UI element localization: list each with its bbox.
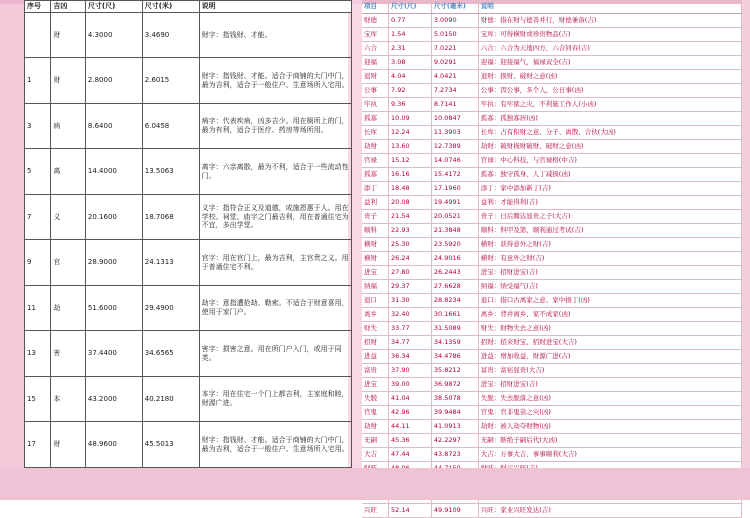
right-cell-desc: 劫财：破财损财破财、破财之意(凶) xyxy=(478,140,741,154)
right-cell-item: 招财 xyxy=(362,336,389,350)
right-cell-chi: 27.80 xyxy=(389,266,432,280)
left-cell-meter: 45.5013 xyxy=(142,422,199,468)
right-cell-item: 富贵 xyxy=(362,364,389,378)
left-cell-luck: 官 xyxy=(51,240,86,286)
table-row xyxy=(362,378,742,392)
right-cell-item: 进益 xyxy=(362,350,389,364)
left-cell-note: 本字：用在住宅一个门上都吉利，主家庭和睦，财源广进。 xyxy=(199,376,351,422)
right-cell-item: 宝库 xyxy=(362,28,389,42)
right-cell-desc: 进宝：招财进宝(吉) xyxy=(478,266,741,280)
left-cell-note: 劫字：意指遭抢劫、勒索。不适合于财意喜用，使用于家门户。 xyxy=(199,285,351,331)
left-cell-note: 财字：指钱财、才能。适合于商铺的大门中门，最为吉利，适合于一般住户、生意场所入宅用。 xyxy=(199,58,351,104)
left-cell-chi: 43.2000 xyxy=(85,376,142,422)
left-cell-luck: 财 xyxy=(51,422,86,468)
table-row xyxy=(25,331,352,377)
right-cell-chi: 20.08 xyxy=(389,196,432,210)
right-cell-mm: 10.0847 xyxy=(431,112,478,126)
left-cell-luck: 财 xyxy=(51,12,86,58)
right-cell-desc: 招财：招来财宝、招财进宝(大吉) xyxy=(478,336,741,350)
table-row xyxy=(362,224,742,238)
right-cell-desc: 富贵：富裕显贵(大吉) xyxy=(478,364,741,378)
left-cell-meter: 2.6015 xyxy=(142,58,199,104)
right-cell-desc: 横财：获得意外之财(吉) xyxy=(478,238,741,252)
right-cell-desc: 孤寡：独守孤身、人丁减损(凶) xyxy=(478,168,741,182)
page-bottom-margin xyxy=(0,468,750,500)
right-cell-chi: 18.48 xyxy=(389,182,432,196)
table-row xyxy=(362,14,742,28)
right-cell-mm: 7.2734 xyxy=(431,84,478,98)
left-cell-chi: 48.9600 xyxy=(85,422,142,468)
right-cell-desc: 益利：才能得利(吉) xyxy=(478,196,741,210)
right-cell-chi: 16.16 xyxy=(389,168,432,182)
left-cell-meter: 29.4900 xyxy=(142,285,199,331)
left-cell-luck: 财 xyxy=(51,58,86,104)
right-cell-desc: 进宝：招财进宝(吉) xyxy=(478,378,741,392)
left-cell-no xyxy=(25,12,51,58)
table-row xyxy=(25,149,352,195)
right-cell-mm: 9.0291 xyxy=(431,56,478,70)
table-row xyxy=(362,196,742,210)
right-cell-chi: 29.37 xyxy=(389,280,432,294)
right-cell-mm: 43.8723 xyxy=(431,448,478,462)
left-cell-note: 病字：代表疾病，凶多吉少。用在厕所上的门，最为有利，适合于医疗、药房等场所用。 xyxy=(199,103,351,149)
left-cell-luck: 义 xyxy=(51,194,86,240)
left-cell-no: 13 xyxy=(25,331,51,377)
right-cell-item: 孤寡 xyxy=(362,112,389,126)
table-row xyxy=(362,364,742,378)
right-cell-chi: 33.77 xyxy=(389,322,432,336)
right-cell-item: 退口 xyxy=(362,294,389,308)
right-cell-chi: 12.24 xyxy=(389,126,432,140)
right-cell-item: 迎福 xyxy=(362,56,389,70)
left-cell-no: 9 xyxy=(25,240,51,286)
left-table-header-row xyxy=(25,1,352,13)
left-cell-luck: 劫 xyxy=(51,285,86,331)
table-row xyxy=(362,448,742,462)
right-cell-mm: 4.0421 xyxy=(431,70,478,84)
right-cell-mm: 27.6628 xyxy=(431,280,478,294)
right-header-chi: 尺寸(尺) xyxy=(389,0,432,14)
right-cell-mm: 8.7141 xyxy=(431,98,478,112)
right-cell-chi: 41.04 xyxy=(389,392,432,406)
left-cell-no: 1 xyxy=(25,58,51,104)
right-cell-chi: 34.77 xyxy=(389,336,432,350)
table-row xyxy=(25,285,352,331)
right-cell-mm: 34.4786 xyxy=(431,350,478,364)
table-row xyxy=(362,420,742,434)
left-cell-note: 官字：用在官门上，最为吉利，主官贵之义。用于普通住宅不利。 xyxy=(199,240,351,286)
right-cell-desc: 公事：因公事，多个人，公日事(凶) xyxy=(478,84,741,98)
table-row xyxy=(362,168,742,182)
right-cell-desc: 添丁：家中添加新丁(吉) xyxy=(478,182,741,196)
left-cell-no: 7 xyxy=(25,194,51,240)
right-cell-mm: 17.1960 xyxy=(431,182,478,196)
right-cell-mm: 14.0746 xyxy=(431,154,478,168)
left-cell-chi: 4.3000 xyxy=(85,12,142,58)
right-cell-item: 劫财 xyxy=(362,420,389,434)
right-cell-desc: 兴旺：家业兴旺发达(吉) xyxy=(478,504,741,518)
left-cell-note: 义字：指符合正义及道德，或施恩惠于人。用在学校、祠堂、庙宇之门最吉利，用在普通住宅为不宜，多出学堂。 xyxy=(199,194,351,240)
right-cell-item: 孤寡 xyxy=(362,168,389,182)
left-header-chi: 尺寸(尺) xyxy=(85,1,142,13)
left-cell-meter: 18.7068 xyxy=(142,194,199,240)
right-cell-desc: 官禄：中心科技，与官禄格(中吉) xyxy=(478,154,741,168)
left-cell-chi: 28.9000 xyxy=(85,240,142,286)
table-row xyxy=(362,392,742,406)
left-cell-meter: 34.6565 xyxy=(142,331,199,377)
right-cell-chi: 32.40 xyxy=(389,308,432,322)
right-cell-chi: 52.14 xyxy=(389,504,432,518)
right-cell-item: 益利 xyxy=(362,196,389,210)
right-cell-chi: 39.00 xyxy=(389,378,432,392)
right-cell-chi: 1.54 xyxy=(389,28,432,42)
left-cell-note: 财字：指钱财、才能。 xyxy=(199,12,351,58)
table-row xyxy=(362,280,742,294)
right-cell-desc: 财德：指在财与德善并行，财德兼备(吉) xyxy=(478,14,741,28)
right-cell-mm: 34.1359 xyxy=(431,336,478,350)
left-cell-meter: 24.1313 xyxy=(142,240,199,286)
table-row xyxy=(362,112,742,126)
table-row xyxy=(362,406,742,420)
right-cell-desc: 横财：有意外之财(吉) xyxy=(478,252,741,266)
left-cell-no: 11 xyxy=(25,285,51,331)
right-cell-desc: 财失：财物失去之意(凶) xyxy=(478,322,741,336)
right-cell-chi: 31.30 xyxy=(389,294,432,308)
right-cell-desc: 退财：损财、破财之意(凶) xyxy=(478,70,741,84)
right-cell-mm: 36.9872 xyxy=(431,378,478,392)
right-cell-item: 官鬼 xyxy=(362,406,389,420)
right-cell-item: 离乡 xyxy=(362,308,389,322)
table-row xyxy=(25,58,352,104)
table-row xyxy=(25,376,352,422)
right-cell-desc: 退口：指口古离家之意、家中损丁(凶) xyxy=(478,294,741,308)
left-cell-note: 害字：损害之意。用在所门户入门，或用于同类。 xyxy=(199,331,351,377)
table-row xyxy=(362,140,742,154)
table-row xyxy=(25,422,352,468)
table-row xyxy=(362,266,742,280)
right-cell-item: 六合 xyxy=(362,42,389,56)
right-header-item: 项目 xyxy=(362,0,389,14)
right-cell-item: 无嗣 xyxy=(362,434,389,448)
table-row xyxy=(362,98,742,112)
left-cell-luck: 离 xyxy=(51,149,86,195)
table-row xyxy=(362,350,742,364)
left-cell-meter: 3.4690 xyxy=(142,12,199,58)
right-cell-mm: 30.1661 xyxy=(431,308,478,322)
left-cell-no: 17 xyxy=(25,422,51,468)
table-row xyxy=(362,42,742,56)
right-cell-mm: 21.3848 xyxy=(431,224,478,238)
table-row xyxy=(362,504,742,518)
right-cell-mm: 23.5920 xyxy=(431,238,478,252)
right-cell-item: 兴旺 xyxy=(362,504,389,518)
table-row xyxy=(362,84,742,98)
right-cell-chi: 2.31 xyxy=(389,42,432,56)
right-cell-chi: 21.54 xyxy=(389,210,432,224)
right-cell-chi: 44.11 xyxy=(389,420,432,434)
table-row xyxy=(362,210,742,224)
left-cell-luck: 病 xyxy=(51,103,86,149)
table-row xyxy=(362,56,742,70)
right-cell-mm: 12.7389 xyxy=(431,140,478,154)
right-cell-desc: 长库：占有积财之意、分子、离散、合伙(大凶) xyxy=(478,126,741,140)
right-cell-chi: 13.60 xyxy=(389,140,432,154)
table-row xyxy=(25,194,352,240)
right-cell-mm: 15.4172 xyxy=(431,168,478,182)
page-left-margin xyxy=(0,0,24,500)
left-header-note: 说明 xyxy=(199,1,351,13)
right-cell-chi: 26.24 xyxy=(389,252,432,266)
right-cell-desc: 顺科：科甲及第、顺利通过考试(吉) xyxy=(478,224,741,238)
right-cell-mm: 24.9016 xyxy=(431,252,478,266)
right-cell-desc: 劫财：被人劫夺财物(凶) xyxy=(478,420,741,434)
right-cell-desc: 贵子：日后腾达显贵之子(大吉) xyxy=(478,210,741,224)
right-cell-item: 失脱 xyxy=(362,392,389,406)
table-row xyxy=(25,12,352,58)
right-cell-item: 官禄 xyxy=(362,154,389,168)
right-cell-desc: 纳福：纳受福气(吉) xyxy=(478,280,741,294)
right-cell-mm: 28.8234 xyxy=(431,294,478,308)
right-cell-item: 进宝 xyxy=(362,378,389,392)
left-cell-meter: 13.5063 xyxy=(142,149,199,195)
table-row xyxy=(362,126,742,140)
table-row xyxy=(362,252,742,266)
right-cell-item: 纳福 xyxy=(362,280,389,294)
right-data-table xyxy=(362,0,742,518)
right-cell-desc: 迎福：迎接福气，福禄双全(吉) xyxy=(478,56,741,70)
left-cell-meter: 40.2180 xyxy=(142,376,199,422)
right-cell-chi: 9.36 xyxy=(389,98,432,112)
right-cell-desc: 孤寡：孤独寡居(凶) xyxy=(478,112,741,126)
table-row xyxy=(362,238,742,252)
table-row xyxy=(362,336,742,350)
right-cell-chi: 4.04 xyxy=(389,70,432,84)
table-row xyxy=(25,103,352,149)
right-header-desc: 说明 xyxy=(478,0,741,14)
right-table-header-row xyxy=(362,0,742,14)
left-header-meter: 尺寸(米) xyxy=(142,1,199,13)
right-cell-desc: 失脱：失去脱落之意(凶) xyxy=(478,392,741,406)
right-cell-item: 劫财 xyxy=(362,140,389,154)
right-cell-mm: 31.5089 xyxy=(431,322,478,336)
left-cell-chi: 51.6000 xyxy=(85,285,142,331)
right-cell-mm: 20.0521 xyxy=(431,210,478,224)
right-cell-chi: 3.08 xyxy=(389,56,432,70)
left-cell-no: 5 xyxy=(25,149,51,195)
right-cell-chi: 37.90 xyxy=(389,364,432,378)
right-cell-mm: 7.0221 xyxy=(431,42,478,56)
right-cell-desc: 无嗣：断绝子嗣后代(大凶) xyxy=(478,434,741,448)
left-cell-note: 离字：六亲离散，最为不利，适合于一些流动性门。 xyxy=(199,149,351,195)
right-cell-item: 公事 xyxy=(362,84,389,98)
left-cell-luck: 本 xyxy=(51,376,86,422)
right-cell-chi: 15.12 xyxy=(389,154,432,168)
right-cell-chi: 10.09 xyxy=(389,112,432,126)
left-header-no: 序号 xyxy=(25,1,51,13)
right-cell-chi: 36.34 xyxy=(389,350,432,364)
right-cell-item: 长库 xyxy=(362,126,389,140)
left-cell-chi: 14.4000 xyxy=(85,149,142,195)
right-cell-chi: 42.96 xyxy=(389,406,432,420)
right-cell-desc: 进益：增加收益、财源广进(吉) xyxy=(478,350,741,364)
table-row xyxy=(362,154,742,168)
right-cell-item: 财德 xyxy=(362,14,389,28)
right-cell-item: 退财 xyxy=(362,70,389,84)
right-cell-item: 财失 xyxy=(362,322,389,336)
right-cell-chi: 47.44 xyxy=(389,448,432,462)
right-cell-item: 添丁 xyxy=(362,182,389,196)
right-cell-mm: 42.2297 xyxy=(431,434,478,448)
left-header-luck: 吉凶 xyxy=(51,1,86,13)
right-cell-item: 贵子 xyxy=(362,210,389,224)
right-cell-chi: 45.36 xyxy=(389,434,432,448)
right-cell-mm: 19.4991 xyxy=(431,196,478,210)
right-cell-desc: 牢执：有牢狱之灾，不利施工作人(小凶) xyxy=(478,98,741,112)
table-row xyxy=(362,294,742,308)
right-cell-desc: 官鬼：官非鬼祟之灾(凶) xyxy=(478,406,741,420)
table-row xyxy=(362,70,742,84)
right-cell-item: 顺科 xyxy=(362,224,389,238)
table-row xyxy=(362,434,742,448)
right-cell-mm: 3.0090 xyxy=(431,14,478,28)
right-header-mm: 尺寸(毫米) xyxy=(431,0,478,14)
left-cell-no: 15 xyxy=(25,376,51,422)
left-cell-no: 3 xyxy=(25,103,51,149)
left-cell-chi: 37.4400 xyxy=(85,331,142,377)
left-cell-note: 财字：指钱财、才能。适合于商铺的大门中门，最为吉利，适合于一般住户、生意场所入宅用。 xyxy=(199,422,351,468)
right-cell-desc: 离乡：背井离乡、家不成家(凶) xyxy=(478,308,741,322)
right-cell-mm: 35.8212 xyxy=(431,364,478,378)
left-cell-chi: 8.6400 xyxy=(85,103,142,149)
right-cell-mm: 38.5078 xyxy=(431,392,478,406)
right-cell-item: 横财 xyxy=(362,238,389,252)
right-cell-chi: 22.93 xyxy=(389,224,432,238)
table-row xyxy=(362,322,742,336)
page-right-margin xyxy=(742,0,750,500)
right-cell-chi: 25.30 xyxy=(389,238,432,252)
right-cell-mm: 5.0150 xyxy=(431,28,478,42)
right-cell-desc: 大吉：万事大吉、事事顺利(大吉) xyxy=(478,448,741,462)
left-data-table xyxy=(24,0,352,468)
right-cell-item: 牢执 xyxy=(362,98,389,112)
table-row xyxy=(362,308,742,322)
left-cell-luck: 害 xyxy=(51,331,86,377)
table-row xyxy=(362,28,742,42)
left-cell-chi: 20.1600 xyxy=(85,194,142,240)
right-cell-mm: 41.0913 xyxy=(431,420,478,434)
left-cell-chi: 2.8000 xyxy=(85,58,142,104)
right-cell-desc: 六合：六合为天地四方，六合同春(吉) xyxy=(478,42,741,56)
right-cell-mm: 39.9484 xyxy=(431,406,478,420)
right-cell-chi: 7.92 xyxy=(389,84,432,98)
left-cell-meter: 6.0458 xyxy=(142,103,199,149)
table-row xyxy=(25,240,352,286)
right-cell-mm: 26.2443 xyxy=(431,266,478,280)
right-cell-mm: 11.3903 xyxy=(431,126,478,140)
right-cell-chi: 0.77 xyxy=(389,14,432,28)
right-cell-desc: 宝库：可得横财或珍贵物品(吉) xyxy=(478,28,741,42)
right-cell-item: 进宝 xyxy=(362,266,389,280)
table-row xyxy=(362,182,742,196)
right-cell-item: 横财 xyxy=(362,252,389,266)
right-cell-item: 大吉 xyxy=(362,448,389,462)
right-cell-mm: 49.9109 xyxy=(431,504,478,518)
